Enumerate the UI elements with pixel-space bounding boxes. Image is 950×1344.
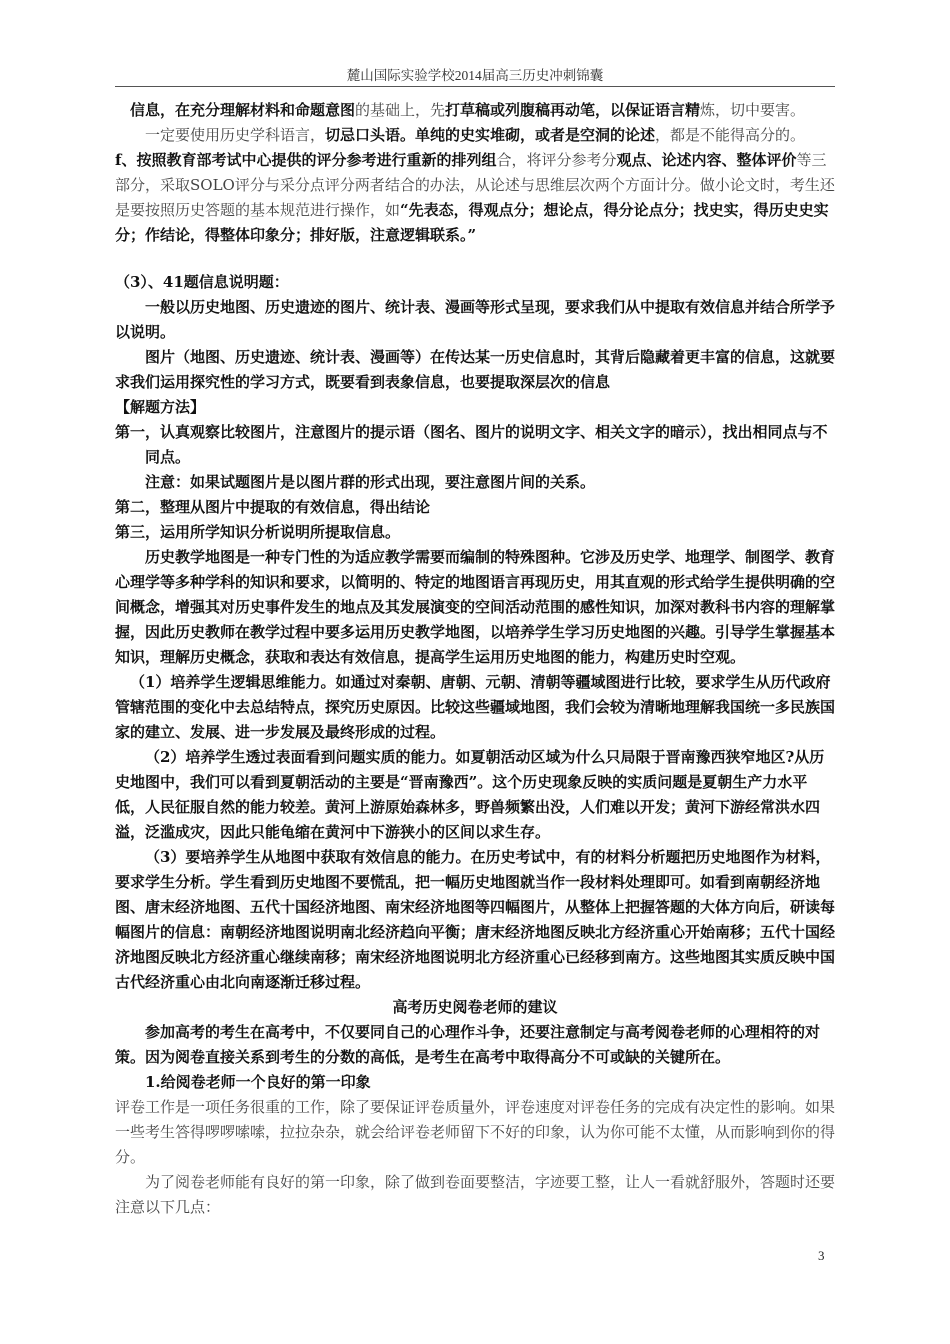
p3-bold-c: 观点、论述内容、整体评价 bbox=[616, 151, 797, 169]
document-body bbox=[115, 98, 835, 1220]
subheading-first-impression: 1.给阅卷老师一个良好的第一印象 bbox=[145, 1073, 371, 1091]
section-heading-41: （3）、41题信息说明题： bbox=[115, 273, 289, 291]
paragraph-5: 一般以历史地图、历史遗迹的图片、统计表、漫画等形式呈现，要求我们从中提取有效信息并结合所学予以说明。 bbox=[115, 298, 836, 341]
p2-text-c: ，都是不能得高分的。 bbox=[655, 126, 806, 144]
page-header: 麓山国际实验学校2014届高三历史冲刺锦囊 bbox=[346, 68, 604, 83]
paragraph-2 bbox=[115, 123, 835, 148]
paragraph-15: （3）要培养学生从地图中获取有效信息的能力。在历史考试中，有的材料分析题把历史地图作为材料，要求学生分析。学生看到历史地图不要慌乱，把一幅历史地图就当作一段材料处理即可。如看到南朝经济地图、唐末经济地图、五代十国经济地图、南宋经济地图等四幅图片，从整体上把握答题的大体方向后，研读每幅图片的信息：南朝经济地图说明南北经济趋向平衡；唐末经济地图反映北方经济重心开始南移；五代十国经济地图反映北方经济重心继续南移；南宋经济地图说明北方经济重心已经移到南方。这些地图其实质反映中国古代经济重心由北向南逐渐迁移过程。 bbox=[115, 848, 836, 991]
paragraph-20: 为了阅卷老师能有良好的第一印象，除了做到卷面要整洁，字迹要工整，让人一看就舒服外，答题时还要注意以下几点： bbox=[115, 1173, 836, 1216]
step-3: 第三，运用所学知识分析说明所提取信息。 bbox=[115, 523, 401, 541]
paragraph-17: 参加高考的考生在高考中，不仅要同自己的心理作斗争，还要注意制定与高考阅卷老师的心理相符的对策。因为阅卷直接关系到考生的分数的高低，是考生在高考中取得高分不可或缺的关键所在。 bbox=[115, 1023, 821, 1066]
paragraph-14: （2）培养学生透过表面看到问题实质的能力。如夏朝活动区域为什么只局限于晋南豫西狭窄地区?从历史地图中，我们可以看到夏朝活动的主要是“晋南豫西”。这个历史现象反映的实质问题是夏朝生产力水平低，人民征服自然的能力较差。黄河上游原始森林多，野兽频繁出没，人们难以开发；黄河下游经常洪水四溢，泛滥成灾，因此只能龟缩在黄河中下游狭小的区间以求生存。 bbox=[115, 748, 825, 841]
paragraph-6: 图片（地图、历史遗迹、统计表、漫画等）在传达某一历史信息时，其背后隐藏着更丰富的信息，这就要求我们运用探究性的学习方式，既要看到表象信息，也要提取深层次的信息 bbox=[115, 348, 836, 391]
p2-text-a: 一定要使用历史学科语言， bbox=[145, 126, 326, 144]
p1-bold-c: 打草稿或列腹稿再动笔，以保证语言精 bbox=[445, 101, 701, 119]
header-rule bbox=[115, 86, 835, 87]
p1-text-b: 的基础上，先 bbox=[355, 101, 446, 119]
paragraph-12: 历史教学地图是一种专门性的为适应教学需要而编制的特殊图种。它涉及历史学、地理学、制图学、教育心理学等多种学科的知识和要求，以简明的、特定的地图语言再现历史，用其直观的形式给学生提供明确的空间概念，增强其对历史事件发生的地点及其发展演变的空间活动范围的感性知识，加深对教科书内容的理解掌握，因此历史教师在教学过程中要多运用历史教学地图，以培养学生学习历史地图的兴趣。引导学生掌握基本知识，理解历史概念，获取和表达有效信息，提高学生运用历史地图的能力，构建历史时空观。 bbox=[115, 548, 836, 666]
section-title-advice: 高考历史阅卷老师的建议 bbox=[392, 998, 558, 1016]
paragraph-13: （1）培养学生逻辑思维能力。如通过对秦朝、唐朝、元朝、清朝等疆域图进行比较，要求学生从历代政府管辖范围的变化中去总结特点，探究历史原因。比较这些疆域地图，我们会较为清晰地理解我国统一多民族国家的建立、发展、进一步发展及最终形成的过程。 bbox=[115, 673, 836, 741]
p3-text-d: 等三部分，采取SOLO评分与采分点评分两者结合的办法，从论述与思维层次两个方面计分。做小论文时，考生还是要按照历史答题的基本规范进行操作，如 bbox=[115, 151, 835, 219]
p3-text-b: 合，将评分参考分 bbox=[496, 151, 617, 169]
paragraph-3 bbox=[115, 148, 835, 248]
spacer bbox=[115, 248, 835, 270]
page-number: 3 bbox=[818, 1248, 825, 1263]
note: 注意：如果试题图片是以图片群的形式出现，要注意图片间的关系。 bbox=[145, 473, 596, 491]
step-1: 第一，认真观察比较图片，注意图片的提示语（图名、图片的说明文字、相关文字的暗示），找出相同点与不同点。 bbox=[115, 423, 828, 466]
p1-bold-a: 信息，在充分理解材料和命题意图 bbox=[130, 101, 356, 119]
p3-bold-a: f、按照教育部考试中心提供的评分参考进行重新的排列组 bbox=[115, 151, 497, 169]
p3-bold-e: “先表态，得观点分；想论点，得分论点分；找史实，得历史史实分；作结论，得整体印象分；排好版，注意逻辑联系。” bbox=[115, 201, 829, 244]
p1-text-d: 炼，切中要害。 bbox=[700, 101, 806, 119]
p2-bold-b: 切忌口头语。单纯的史实堆砌，或者是空洞的论述 bbox=[325, 126, 656, 144]
paragraph-19: 评卷工作是一项任务很重的工作，除了要保证评卷质量外，评卷速度对评卷任务的完成有决定性的影响。如果一些考生答得啰啰嗦嗦，拉拉杂杂，就会给评卷老师留下不好的印象，认为你可能不太懂，从而影响到你的得分。 bbox=[115, 1098, 836, 1166]
paragraph-1 bbox=[115, 98, 835, 123]
step-2: 第二，整理从图片中提取的有效信息，得出结论 bbox=[115, 498, 431, 516]
method-heading: 【解题方法】 bbox=[115, 398, 206, 416]
